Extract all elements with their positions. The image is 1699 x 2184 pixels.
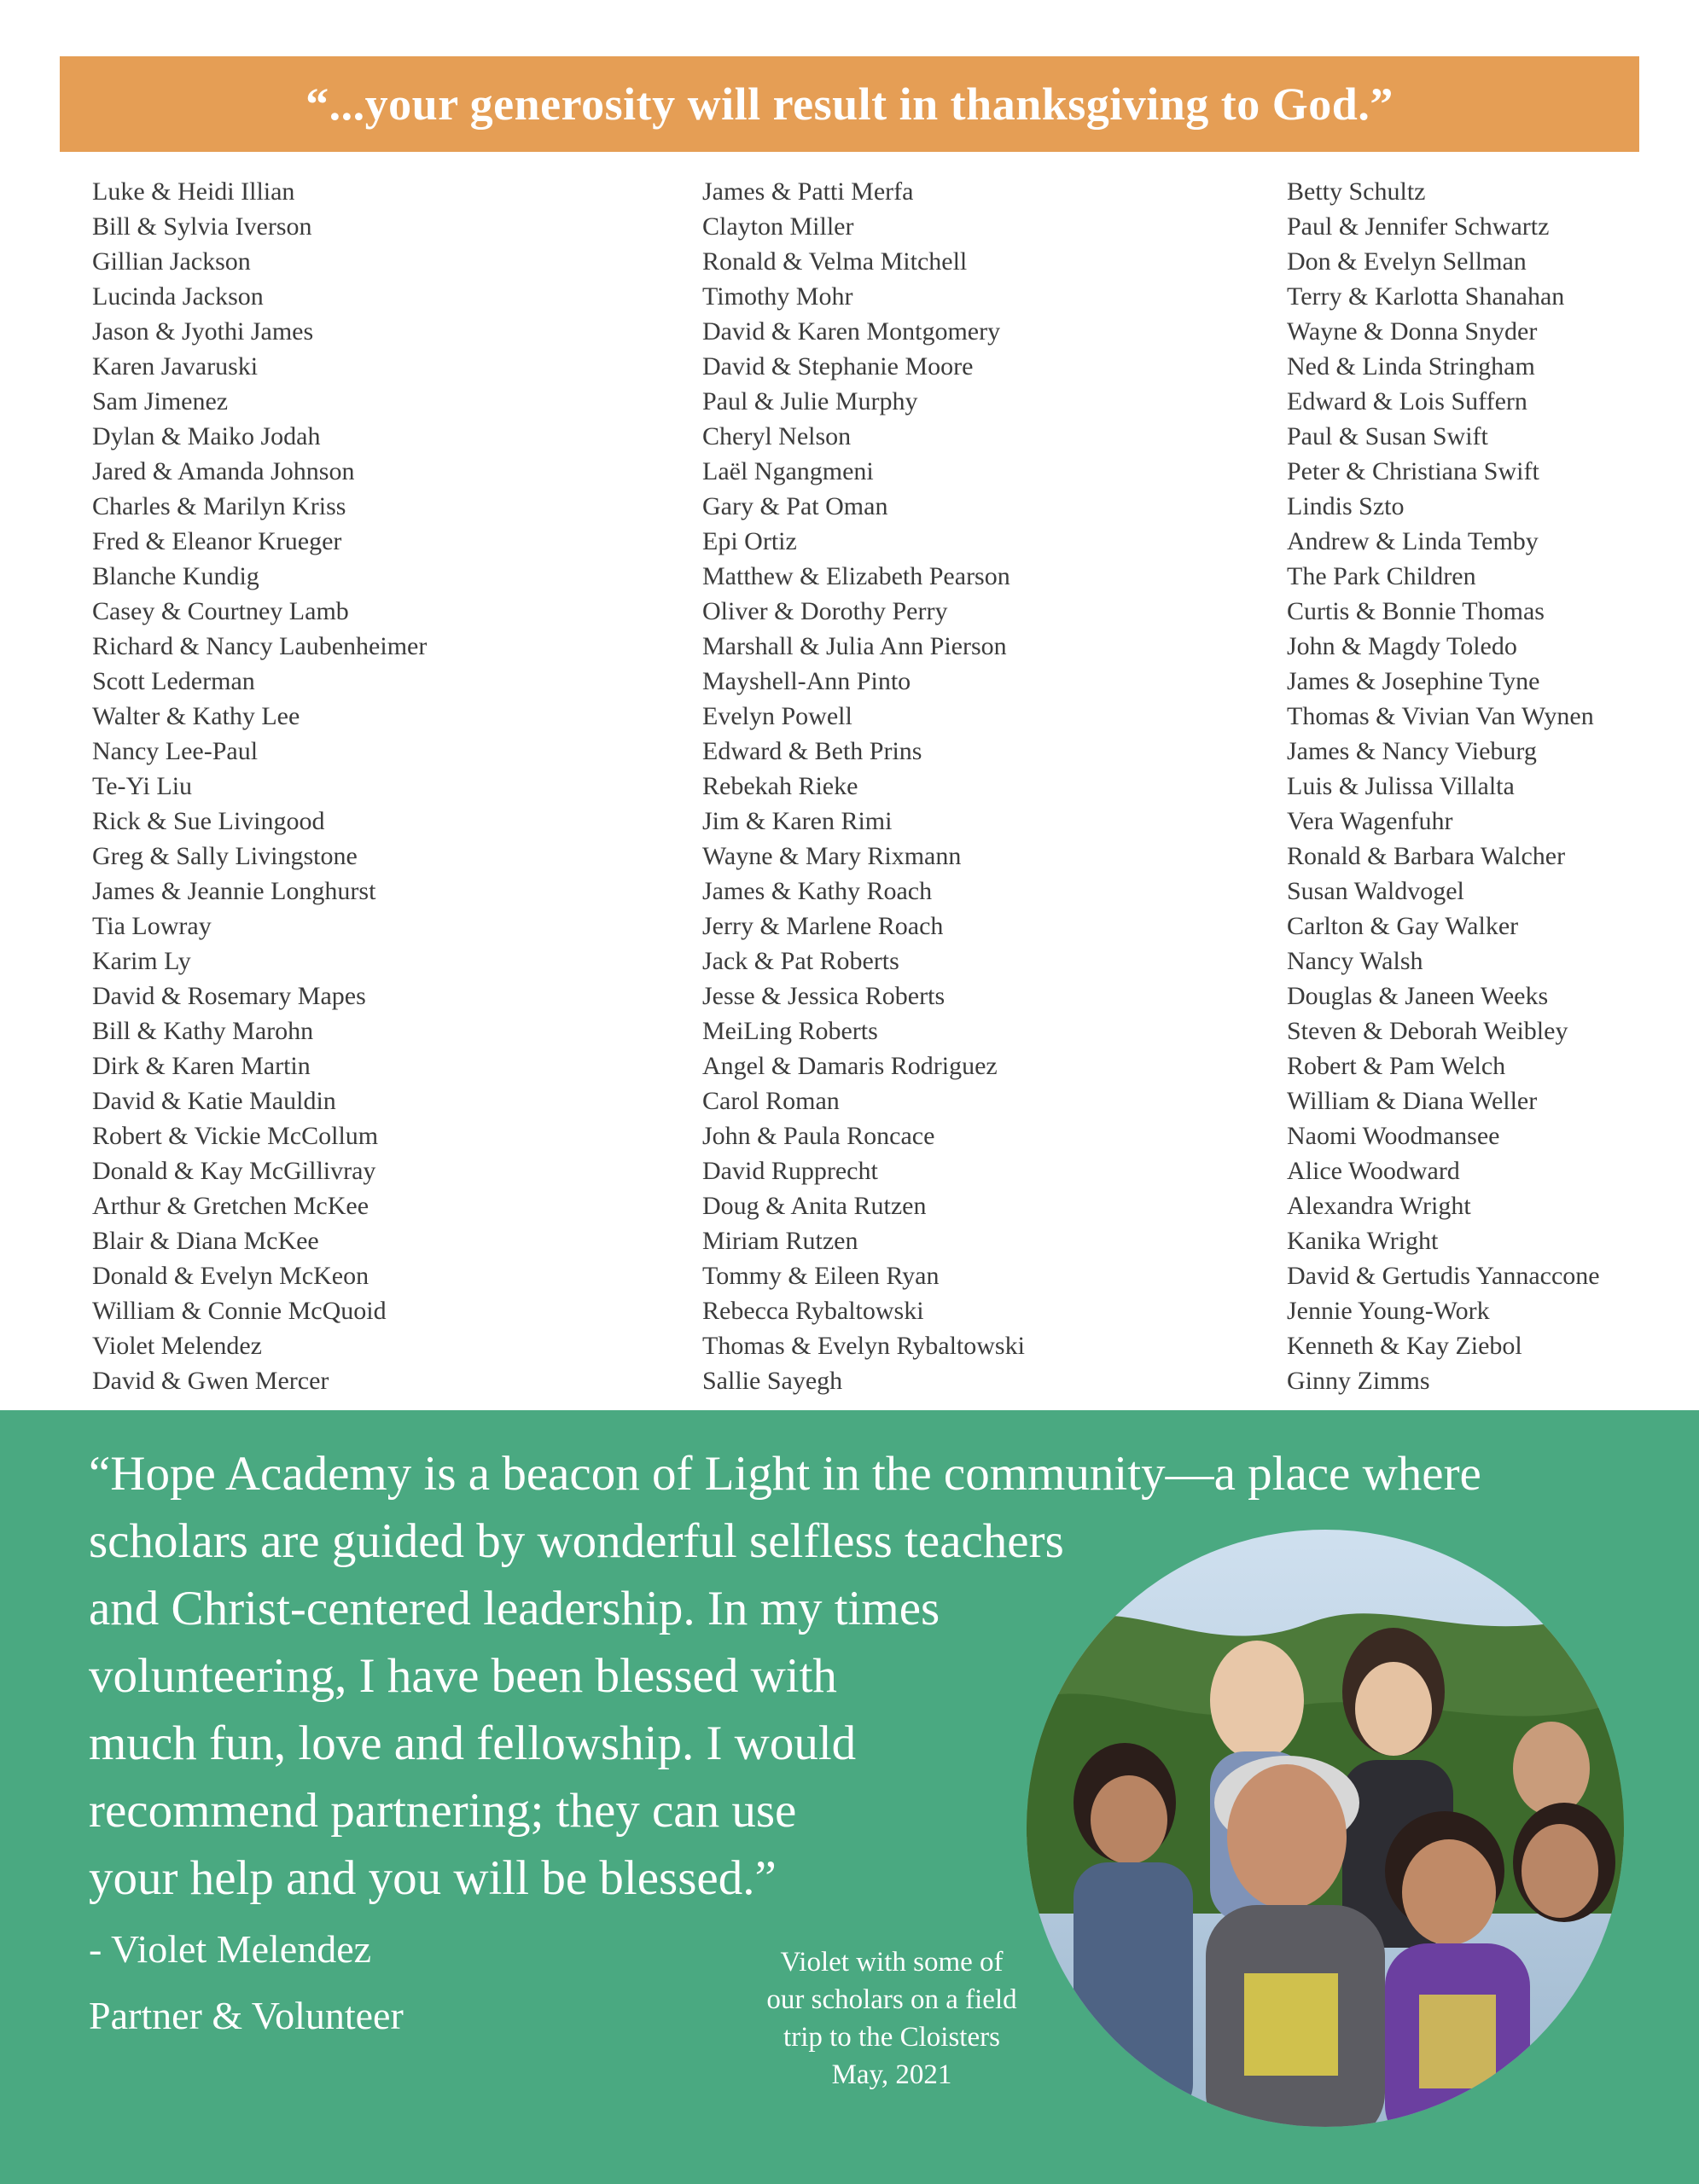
- donor-name: Jesse & Jessica Roberts: [702, 982, 946, 1010]
- donor-name: Donald & Kay McGillivray: [92, 1157, 376, 1185]
- donor-name: Timothy Mohr: [702, 282, 853, 311]
- donor-name: Jerry & Marlene Roach: [702, 912, 944, 940]
- donor-name: Lucinda Jackson: [92, 282, 264, 311]
- donor-name: James & Josephine Tyne: [1287, 667, 1540, 695]
- quote-line: your help and you will be blessed.”: [89, 1851, 777, 1905]
- donor-name: Steven & Deborah Weibley: [1287, 1017, 1568, 1045]
- donor-name: Gary & Pat Oman: [702, 492, 888, 520]
- donor-name: Casey & Courtney Lamb: [92, 597, 349, 625]
- donor-name: Cheryl Nelson: [702, 422, 852, 450]
- donor-name: Ned & Linda Stringham: [1287, 352, 1535, 380]
- caption-line: Violet with some of: [780, 1947, 1004, 1978]
- donor-name: Ronald & Velma Mitchell: [702, 247, 968, 276]
- donor-name: Paul & Julie Murphy: [702, 387, 918, 415]
- donor-name: Matthew & Elizabeth Pearson: [702, 562, 1010, 590]
- donor-name: Edward & Beth Prins: [702, 737, 922, 765]
- donor-name: Douglas & Janeen Weeks: [1287, 982, 1549, 1010]
- donor-list: [0, 174, 1699, 1403]
- donor-name: David & Rosemary Mapes: [92, 982, 366, 1010]
- donor-name: Thomas & Evelyn Rybaltowski: [702, 1332, 1025, 1360]
- donor-name: Kanika Wright: [1287, 1227, 1439, 1255]
- donor-name: Jason & Jyothi James: [92, 317, 314, 346]
- donor-name: Gillian Jackson: [92, 247, 251, 276]
- donor-name: Dirk & Karen Martin: [92, 1052, 311, 1080]
- donor-name: Karim Ly: [92, 947, 191, 975]
- donor-name: Terry & Karlotta Shanahan: [1287, 282, 1565, 311]
- donor-name: Alexandra Wright: [1287, 1192, 1471, 1220]
- donor-name: Luke & Heidi Illian: [92, 177, 295, 206]
- donor-name: Scott Lederman: [92, 667, 255, 695]
- donor-name: Doug & Anita Rutzen: [702, 1192, 927, 1220]
- photo-caption: [725, 1943, 1058, 2094]
- caption-line: trip to the Cloisters: [783, 2022, 1000, 2053]
- donor-name: Andrew & Linda Temby: [1287, 527, 1539, 555]
- donor-name: David & Stephanie Moore: [702, 352, 974, 380]
- donor-name: Wayne & Mary Rixmann: [702, 842, 962, 870]
- donor-name: Bill & Sylvia Iverson: [92, 212, 312, 241]
- donor-name: David & Karen Montgomery: [702, 317, 1001, 346]
- quote-line: recommend partnering; they can use: [89, 1784, 797, 1838]
- donor-name: John & Magdy Toledo: [1287, 632, 1517, 660]
- donor-name: David & Gwen Mercer: [92, 1367, 329, 1395]
- donor-name: Jack & Pat Roberts: [702, 947, 899, 975]
- donor-name: Ginny Zimms: [1287, 1367, 1430, 1395]
- donor-name: The Park Children: [1287, 562, 1476, 590]
- donor-name: Te-Yi Liu: [92, 772, 193, 800]
- donor-name: Walter & Kathy Lee: [92, 702, 300, 730]
- donor-name: Rebecca Rybaltowski: [702, 1297, 924, 1325]
- donor-name: David & Gertudis Yannaccone: [1287, 1262, 1600, 1290]
- donor-name: Rick & Sue Livingood: [92, 807, 325, 835]
- donor-name: James & Patti Merfa: [702, 177, 914, 206]
- donor-name: Sallie Sayegh: [702, 1367, 843, 1395]
- donor-name: Angel & Damaris Rodriguez: [702, 1052, 998, 1080]
- donor-name: David & Katie Mauldin: [92, 1087, 336, 1115]
- donor-name: Evelyn Powell: [702, 702, 852, 730]
- donor-name: Jim & Karen Rimi: [702, 807, 893, 835]
- quote-line: scholars are guided by wonderful selfless teachers: [89, 1514, 1064, 1568]
- donor-name: Epi Ortiz: [702, 527, 797, 555]
- donor-name: Peter & Christiana Swift: [1287, 457, 1539, 485]
- donor-name: Richard & Nancy Laubenheimer: [92, 632, 428, 660]
- donor-name: Donald & Evelyn McKeon: [92, 1262, 369, 1290]
- donor-name: Lindis Szto: [1287, 492, 1405, 520]
- quote-line: “Hope Academy is a beacon of Light in the community—a place where: [89, 1447, 1481, 1501]
- donor-name: Susan Waldvogel: [1287, 877, 1464, 905]
- donor-name: Sam Jimenez: [92, 387, 229, 415]
- donor-name: Tommy & Eileen Ryan: [702, 1262, 940, 1290]
- caption-line: May, 2021: [831, 2059, 952, 2090]
- donor-name: Bill & Kathy Marohn: [92, 1017, 314, 1045]
- donor-name: Alice Woodward: [1287, 1157, 1460, 1185]
- donor-name: Laël Ngangmeni: [702, 457, 874, 485]
- banner-quote: “...your generosity will result in thanksgiving to God.”: [305, 78, 1394, 130]
- donor-name: James & Nancy Vieburg: [1287, 737, 1537, 765]
- donor-column-1: [92, 174, 427, 1398]
- donor-name: Don & Evelyn Sellman: [1287, 247, 1527, 276]
- donor-name: Charles & Marilyn Kriss: [92, 492, 346, 520]
- donor-name: Fred & Eleanor Krueger: [92, 527, 342, 555]
- donor-name: James & Kathy Roach: [702, 877, 933, 905]
- donor-name: Mayshell-Ann Pinto: [702, 667, 911, 695]
- donor-name: Nancy Lee-Paul: [92, 737, 259, 765]
- caption-line: our scholars on a field: [766, 1984, 1017, 2015]
- quote-line: and Christ-centered leadership. In my times: [89, 1582, 940, 1635]
- donor-name: Curtis & Bonnie Thomas: [1287, 597, 1545, 625]
- donor-name: Robert & Pam Welch: [1287, 1052, 1506, 1080]
- donor-name: Ronald & Barbara Walcher: [1287, 842, 1566, 870]
- donor-name: David Rupprecht: [702, 1157, 878, 1185]
- donor-name: Rebekah Rieke: [702, 772, 858, 800]
- donor-name: James & Jeannie Longhurst: [92, 877, 376, 905]
- donor-name: Jared & Amanda Johnson: [92, 457, 355, 485]
- donor-name: William & Connie McQuoid: [92, 1297, 387, 1325]
- donor-name: Betty Schultz: [1287, 177, 1426, 206]
- donor-name: Oliver & Dorothy Perry: [702, 597, 948, 625]
- donor-name: Violet Melendez: [92, 1332, 262, 1360]
- donor-name: Robert & Vickie McCollum: [92, 1122, 379, 1150]
- quote-line: volunteering, I have been blessed with: [89, 1649, 837, 1703]
- donor-name: Tia Lowray: [92, 912, 212, 940]
- donor-name: Karen Javaruski: [92, 352, 259, 380]
- donor-name: Thomas & Vivian Van Wynen: [1287, 702, 1594, 730]
- donor-name: Marshall & Julia Ann Pierson: [702, 632, 1007, 660]
- donor-name: Vera Wagenfuhr: [1287, 807, 1453, 835]
- donor-name: Clayton Miller: [702, 212, 854, 241]
- donor-name: Carol Roman: [702, 1087, 840, 1115]
- donor-name: Naomi Woodmansee: [1287, 1122, 1500, 1150]
- donor-name: Luis & Julissa Villalta: [1287, 772, 1515, 800]
- donor-column-3: [1287, 174, 1600, 1398]
- donor-name: John & Paula Roncace: [702, 1122, 935, 1150]
- author-role: Partner & Volunteer: [89, 1994, 404, 2037]
- donor-name: Edward & Lois Suffern: [1287, 387, 1527, 415]
- quote-author: - Violet Melendez: [89, 1927, 372, 1971]
- donor-name: Kenneth & Kay Ziebol: [1287, 1332, 1522, 1360]
- group-photo-illustration: [1027, 1530, 1624, 2127]
- donor-name: Wayne & Donna Snyder: [1287, 317, 1538, 346]
- donor-name: Jennie Young-Work: [1287, 1297, 1490, 1325]
- donor-name: Paul & Jennifer Schwartz: [1287, 212, 1550, 241]
- banner: [60, 56, 1639, 152]
- donor-name: Nancy Walsh: [1287, 947, 1423, 975]
- donor-column-2: [702, 174, 1025, 1398]
- donor-name: Arthur & Gretchen McKee: [92, 1192, 369, 1220]
- donor-name: Carlton & Gay Walker: [1287, 912, 1519, 940]
- donor-name: Blair & Diana McKee: [92, 1227, 319, 1255]
- donor-name: Greg & Sally Livingstone: [92, 842, 358, 870]
- donor-name: Paul & Susan Swift: [1287, 422, 1488, 450]
- donor-name: Miriam Rutzen: [702, 1227, 858, 1255]
- group-photo: [1027, 1530, 1624, 2127]
- donor-name: William & Diana Weller: [1287, 1087, 1538, 1115]
- quote-line: much fun, love and fellowship. I would: [89, 1716, 857, 1770]
- donor-name: MeiLing Roberts: [702, 1017, 878, 1045]
- donor-name: Blanche Kundig: [92, 562, 259, 590]
- donor-name: Dylan & Maiko Jodah: [92, 422, 321, 450]
